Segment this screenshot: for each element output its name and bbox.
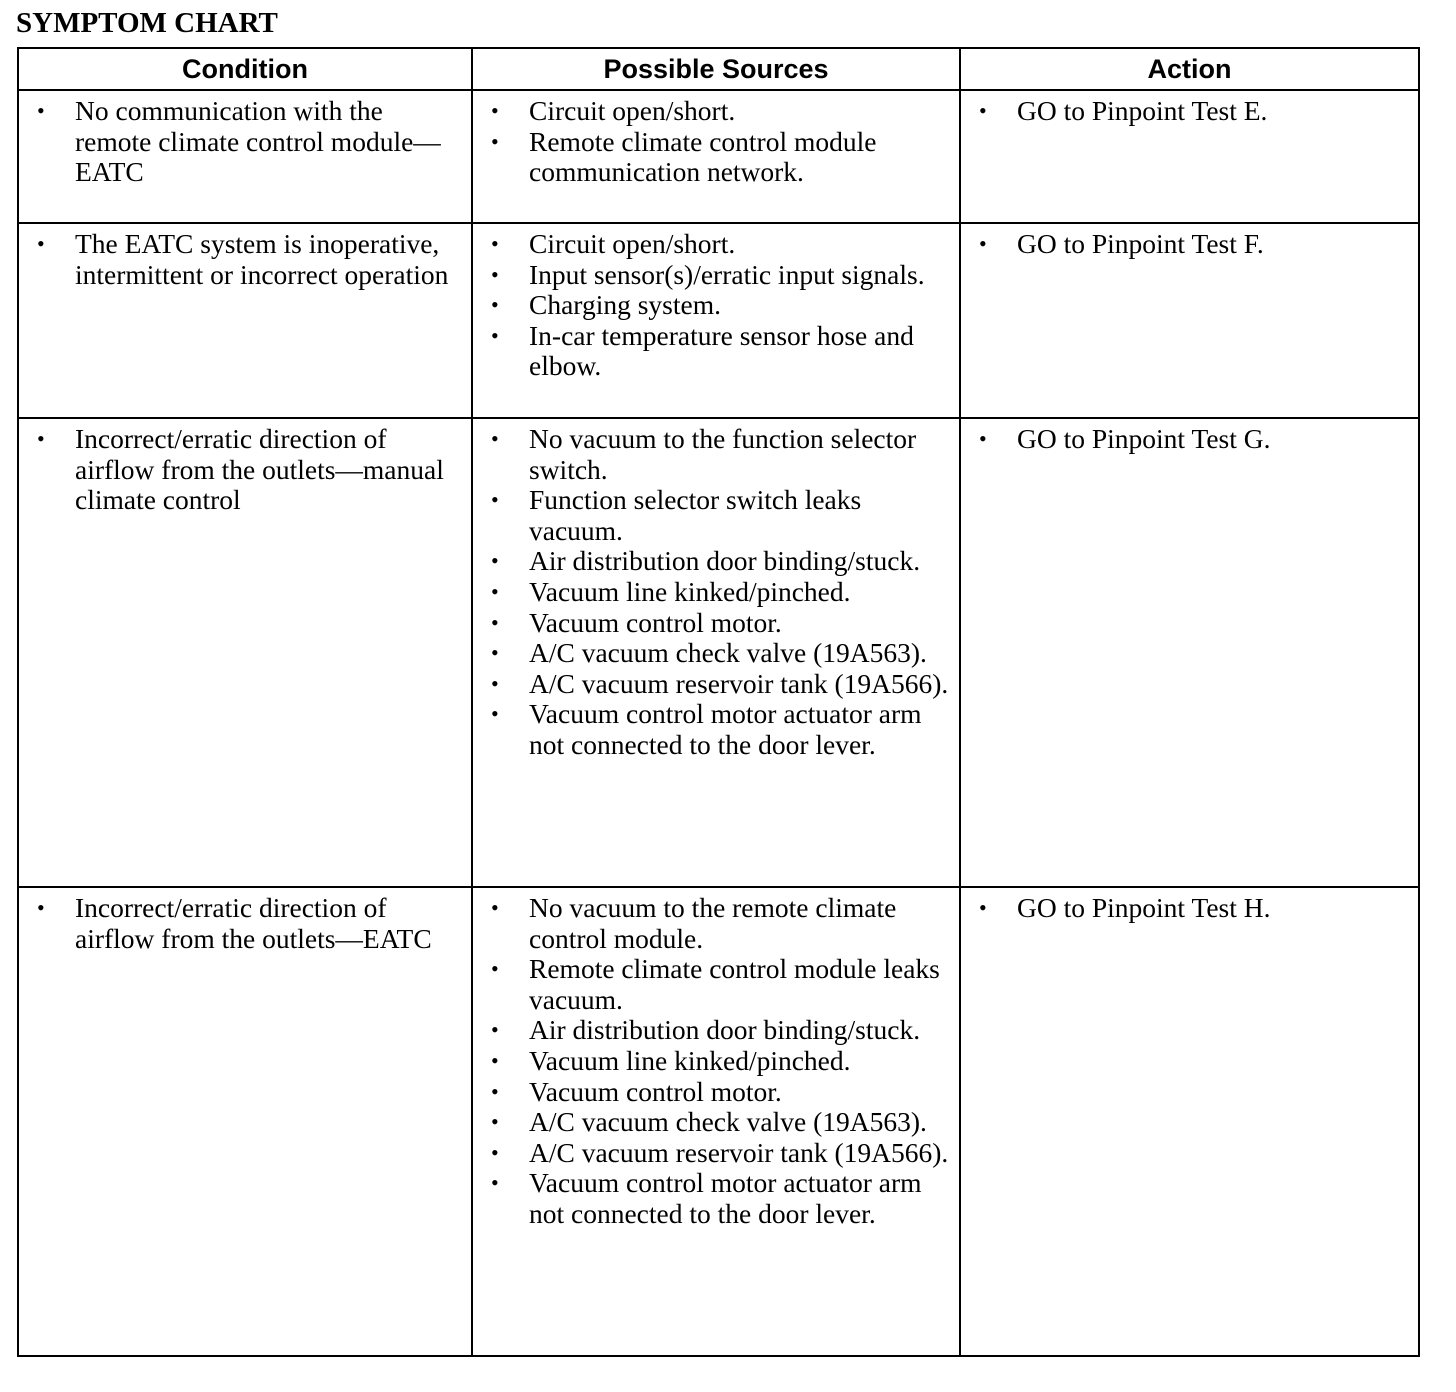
table-row: [18, 887, 1419, 1356]
action-cell: [960, 418, 1419, 887]
bullet-icon: •: [491, 578, 499, 604]
condition-item: • No communication with the remote climate control module—EATC: [37, 95, 441, 188]
bullet-icon: •: [37, 426, 45, 451]
action-cell: [960, 90, 1419, 223]
table-row: [18, 223, 1419, 418]
source-item: • No vacuum to the function selector switch.: [491, 423, 917, 485]
bullet-icon: •: [979, 895, 987, 920]
header-action: Action: [960, 48, 1419, 90]
condition-item: • Incorrect/erratic direction of airflow from the outlets—EATC: [37, 892, 432, 954]
bullet-icon: •: [491, 322, 499, 348]
bullet-icon: •: [979, 231, 987, 256]
source-item: • A/C vacuum check valve (19A563).: [491, 637, 927, 669]
source-item: • Vacuum line kinked/pinched.: [491, 575, 851, 607]
bullet-icon: •: [491, 670, 499, 696]
source-item: • No vacuum to the remote climate control module.: [491, 892, 897, 954]
page-title: SYMPTOM CHART: [16, 7, 278, 39]
bullet-icon: •: [491, 1078, 499, 1104]
bullet-icon: •: [491, 1139, 499, 1165]
bullet-icon: •: [491, 609, 499, 635]
source-item: • Vacuum control motor.: [491, 1075, 782, 1107]
bullet-icon: •: [491, 1109, 499, 1135]
condition-item: • Incorrect/erratic direction of airflow from the outlets—manual climate control: [37, 423, 444, 516]
sources-cell: [472, 223, 960, 418]
bullet-icon: •: [37, 895, 45, 920]
action-item: • GO to Pinpoint Test F.: [979, 228, 1264, 259]
condition-cell: [18, 887, 472, 1356]
bullet-icon: •: [491, 701, 499, 727]
action-cell: [960, 887, 1419, 1356]
bullet-icon: •: [37, 231, 45, 256]
bullet-icon: •: [491, 548, 499, 574]
sources-cell: [472, 418, 960, 887]
source-item: • Charging system.: [491, 289, 721, 321]
symptom-table: [17, 47, 1420, 1357]
header-condition: Condition: [18, 48, 472, 90]
condition-item: • The EATC system is inoperative, intermittent or incorrect operation: [37, 228, 449, 290]
bullet-icon: •: [979, 98, 987, 123]
sources-cell: [472, 887, 960, 1356]
action-item: • GO to Pinpoint Test E.: [979, 95, 1268, 126]
header-row: [18, 48, 1419, 90]
bullet-icon: •: [491, 231, 499, 256]
bullet-icon: •: [491, 98, 499, 123]
source-item: • A/C vacuum reservoir tank (19A566).: [491, 1136, 949, 1168]
source-item: • Input sensor(s)/erratic input signals.: [491, 258, 925, 290]
bullet-icon: •: [37, 98, 45, 123]
bullet-icon: •: [979, 426, 987, 451]
bullet-icon: •: [491, 1017, 499, 1043]
bullet-icon: •: [491, 895, 499, 920]
source-item: • Vacuum control motor actuator arm not connected to the door lever.: [491, 1167, 922, 1229]
source-item: • Vacuum line kinked/pinched.: [491, 1044, 851, 1076]
source-item: • Circuit open/short.: [491, 228, 736, 259]
source-item: • Circuit open/short.: [491, 95, 736, 126]
bullet-icon: •: [491, 128, 499, 154]
source-item: • Air distribution door binding/stuck.: [491, 545, 921, 577]
sources-cell: [472, 90, 960, 223]
bullet-icon: •: [491, 640, 499, 666]
source-item: • A/C vacuum check valve (19A563).: [491, 1106, 927, 1138]
bullet-icon: •: [491, 1170, 499, 1196]
bullet-icon: •: [491, 956, 499, 982]
source-item: • In-car temperature sensor hose and elbow.: [491, 319, 914, 382]
source-item: • A/C vacuum reservoir tank (19A566).: [491, 667, 949, 699]
bullet-icon: •: [491, 1047, 499, 1073]
action-item: • GO to Pinpoint Test G.: [979, 423, 1271, 454]
source-item: • Remote climate control module leaks vacuum.: [491, 953, 940, 1015]
source-item: • Vacuum control motor.: [491, 606, 782, 638]
condition-cell: [18, 223, 472, 418]
source-item: • Air distribution door binding/stuck.: [491, 1014, 921, 1046]
source-item: • Vacuum control motor actuator arm not connected to the door lever.: [491, 698, 922, 760]
bullet-icon: •: [491, 487, 499, 513]
bullet-icon: •: [491, 426, 499, 451]
bullet-icon: •: [491, 292, 499, 318]
table-row: [18, 90, 1419, 223]
table-row: [18, 418, 1419, 887]
action-cell: [960, 223, 1419, 418]
source-item: • Function selector switch leaks vacuum.: [491, 484, 862, 546]
bullet-icon: •: [491, 261, 499, 287]
action-item: • GO to Pinpoint Test H.: [979, 892, 1271, 923]
condition-cell: [18, 418, 472, 887]
source-item: • Remote climate control module communication network.: [491, 125, 877, 188]
header-possible-sources: Possible Sources: [472, 48, 960, 90]
condition-cell: [18, 90, 472, 223]
